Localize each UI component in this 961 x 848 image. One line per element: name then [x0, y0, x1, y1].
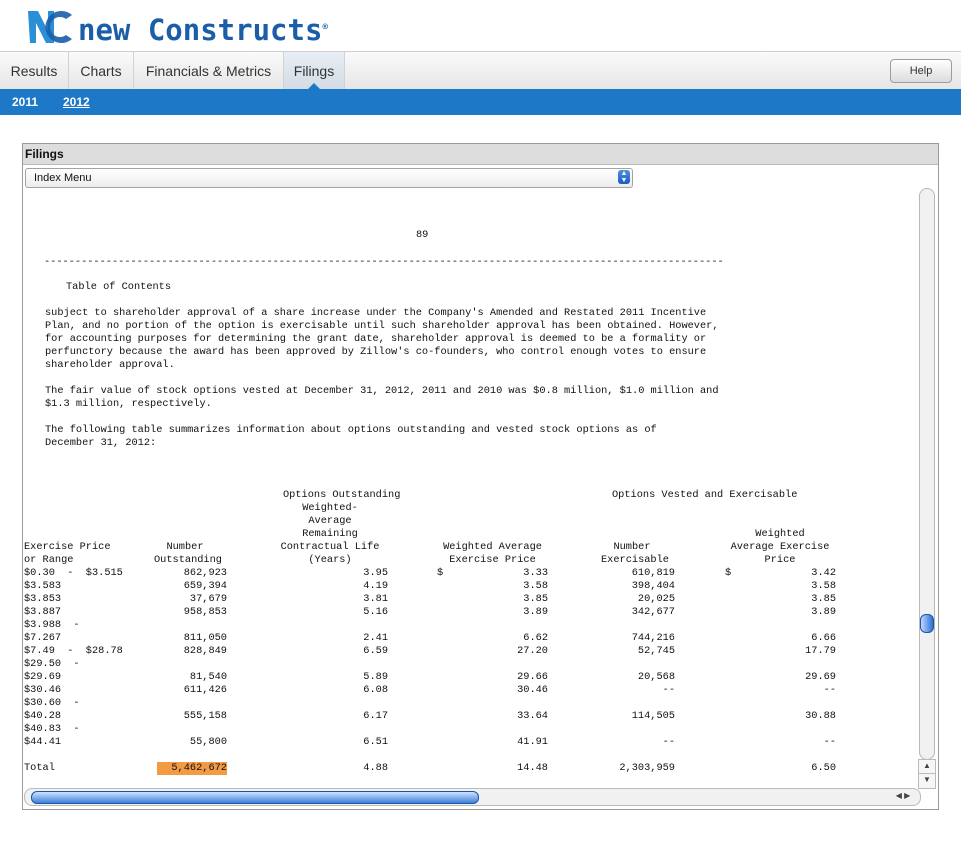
- help-button[interactable]: Help: [890, 59, 952, 83]
- index-menu-select[interactable]: [25, 168, 633, 188]
- cell-life: 4.19: [363, 580, 388, 592]
- paragraph-line: The fair value of stock options vested at December 31, 2012, 2011 and 2010 was $0.8 million, $1.0 million and: [45, 385, 719, 397]
- cell-wavg-ex-price: 17.79: [805, 645, 836, 657]
- cell-price: $40.83 -: [24, 723, 80, 735]
- cell-life: 2.41: [363, 632, 388, 644]
- cell-exercisable: 114,505: [631, 710, 675, 722]
- cell-outstanding: 555,158: [183, 710, 227, 722]
- currency-symbol: $: [725, 567, 732, 579]
- year-link-2011[interactable]: 2011: [12, 95, 39, 109]
- col-header: Weighted Average: [443, 541, 542, 553]
- cell-life: 3.81: [363, 593, 388, 605]
- main-nav: [0, 51, 961, 90]
- cell-wavg-price: 41.91: [517, 736, 548, 748]
- cell-price: $7.267: [24, 632, 62, 644]
- cell-wavg-ex-price: 6.66: [811, 632, 836, 644]
- cell-outstanding: 81,540: [189, 671, 227, 683]
- col-header: Exercisable: [601, 554, 669, 566]
- paragraph-line: subject to shareholder approval of a share increase under the Company's Amended and Restated 2011 Incentive: [45, 307, 707, 319]
- cell-outstanding: 958,853: [183, 606, 227, 618]
- cell-wavg-price: 30.46: [517, 684, 548, 696]
- cell-outstanding: 659,394: [183, 580, 227, 592]
- cell-price: $29.69: [24, 671, 62, 683]
- total-label: Total: [24, 762, 55, 774]
- cell-wavg-price: 3.33: [523, 567, 548, 579]
- total-outstanding-highlighted: 5,462,672: [157, 762, 227, 775]
- col-header: or Range: [24, 554, 74, 566]
- cell-outstanding: 55,800: [189, 736, 227, 748]
- cell-exercisable: --: [662, 684, 675, 696]
- cell-wavg-price: 6.62: [523, 632, 548, 644]
- cell-life: 6.59: [363, 645, 388, 657]
- cell-exercisable: 610,819: [631, 567, 675, 579]
- cell-outstanding: 828,849: [183, 645, 227, 657]
- logo-text: new Constructs®: [78, 13, 328, 47]
- col-header: Contractual Life: [280, 541, 380, 553]
- cell-wavg-ex-price: 3.42: [811, 567, 836, 579]
- cell-wavg-price: 33.64: [517, 710, 548, 722]
- cell-wavg-price: 3.85: [523, 593, 548, 605]
- tab-filings[interactable]: Filings: [284, 52, 345, 89]
- cell-price: $3.853: [24, 593, 62, 605]
- paragraph-line: for accounting purposes for determining the grant date, shareholder approval is deemed to be a formality or: [45, 333, 707, 345]
- logo[interactable]: [24, 4, 328, 50]
- cell-wavg-ex-price: 3.89: [811, 606, 836, 618]
- paragraph-line: Plan, and no portion of the option is exercisable until such shareholder approval has been obtained. However,: [45, 320, 719, 332]
- cell-price: $40.28: [24, 710, 62, 722]
- col-header: Remaining: [302, 528, 358, 540]
- page-number: 89: [416, 229, 429, 241]
- cell-price: $30.60 -: [24, 697, 80, 709]
- cell-exercisable: --: [662, 736, 675, 748]
- year-link-2012[interactable]: 2012: [63, 95, 90, 109]
- cell-wavg-price: 27.20: [517, 645, 548, 657]
- cell-exercisable: 398,404: [631, 580, 675, 592]
- year-bar: [0, 89, 961, 115]
- col-header: Number: [166, 541, 204, 553]
- scroll-left-right-arrows-icon[interactable]: ◀ ▶: [895, 791, 911, 800]
- paragraph-line: shareholder approval.: [45, 359, 175, 371]
- cell-life: 6.51: [363, 736, 388, 748]
- cell-price: $3.887: [24, 606, 62, 618]
- vertical-scrollbar[interactable]: [918, 188, 934, 788]
- cell-price: $3.988 -: [24, 619, 80, 631]
- col-header: Price: [764, 554, 796, 566]
- cell-life: 5.16: [363, 606, 388, 618]
- cell-price: $44.41: [24, 736, 62, 748]
- cell-exercisable: 52,745: [637, 645, 675, 657]
- scroll-up-arrow-icon[interactable]: ▲: [918, 759, 936, 775]
- cell-outstanding: 862,923: [183, 567, 227, 579]
- total-exercisable: 2,303,959: [619, 762, 675, 774]
- total-wavg-ex-price: 6.50: [811, 762, 836, 774]
- vertical-scroll-track[interactable]: [919, 188, 935, 760]
- col-header: Weighted-: [302, 502, 358, 514]
- cell-wavg-ex-price: 30.88: [805, 710, 836, 722]
- horizontal-scroll-thumb[interactable]: [31, 791, 479, 804]
- cell-price: $7.49 - $28.78: [24, 645, 123, 657]
- registered-mark: ®: [322, 22, 328, 33]
- cell-price: $29.50 -: [24, 658, 80, 670]
- tab-results[interactable]: Results: [0, 52, 69, 89]
- group-header-outstanding: Options Outstanding: [283, 489, 401, 501]
- group-header-vested: Options Vested and Exercisable: [612, 489, 798, 501]
- cell-wavg-ex-price: 29.69: [805, 671, 836, 683]
- cell-price: $3.583: [24, 580, 62, 592]
- paragraph-line: perfunctory because the award has been approved by Zillow's co-founders, who control enough votes to ensure: [45, 346, 707, 358]
- cell-life: 6.17: [363, 710, 388, 722]
- cell-wavg-ex-price: 3.58: [811, 580, 836, 592]
- col-header: Outstanding: [154, 554, 222, 566]
- cell-exercisable: 20,025: [637, 593, 675, 605]
- cell-exercisable: 744,216: [631, 632, 675, 644]
- total-wavg-price: 14.48: [517, 762, 548, 774]
- vertical-scroll-thumb[interactable]: [920, 614, 934, 633]
- cell-outstanding: 37,679: [189, 593, 227, 605]
- cell-wavg-price: 3.89: [523, 606, 548, 618]
- total-life: 4.88: [363, 762, 388, 774]
- panel-title: Filings: [23, 144, 938, 165]
- tab-financials-metrics[interactable]: Financials & Metrics: [134, 52, 284, 89]
- cell-life: 5.89: [363, 671, 388, 683]
- cell-outstanding: 611,426: [183, 684, 227, 696]
- col-header: (Years): [308, 554, 352, 566]
- cell-outstanding: 811,050: [183, 632, 227, 644]
- col-header: Exercise Price: [449, 554, 536, 566]
- cell-exercisable: 20,568: [637, 671, 675, 683]
- paragraph-line: December 31, 2012:: [45, 437, 157, 449]
- horizontal-scrollbar[interactable]: [24, 788, 921, 806]
- toc-link[interactable]: Table of Contents: [66, 281, 172, 293]
- paragraph-line: The following table summarizes information about options outstanding and vested stock options as of: [45, 424, 657, 436]
- select-arrows-icon: ▲ ▼: [618, 170, 630, 184]
- cell-life: 6.08: [363, 684, 388, 696]
- currency-symbol: $: [437, 567, 444, 579]
- logo-mark-icon: [24, 5, 76, 49]
- cell-wavg-price: 3.58: [523, 580, 548, 592]
- filings-panel: [22, 143, 939, 810]
- cell-price: $0.30 - $3.515: [24, 567, 123, 579]
- tab-charts[interactable]: Charts: [69, 52, 134, 89]
- cell-wavg-ex-price: --: [823, 684, 836, 696]
- col-header: Number: [613, 541, 651, 553]
- cell-wavg-price: 29.66: [517, 671, 548, 683]
- col-header: Weighted: [755, 528, 805, 540]
- select-value: Index Menu: [34, 172, 92, 184]
- col-header: Average Exercise: [730, 541, 830, 553]
- col-header: Exercise Price: [24, 541, 111, 553]
- paragraph-line: $1.3 million, respectively.: [45, 398, 212, 410]
- cell-exercisable: 342,677: [631, 606, 675, 618]
- cell-life: 3.95: [363, 567, 388, 579]
- col-header: Average: [308, 515, 352, 527]
- scroll-down-arrow-icon[interactable]: ▼: [918, 773, 936, 789]
- cell-wavg-ex-price: 3.85: [811, 593, 836, 605]
- cell-price: $30.46: [24, 684, 62, 696]
- separator-line: --------------------------------------------------------------------------------------------------------------: [44, 256, 724, 268]
- cell-wavg-ex-price: --: [823, 736, 836, 748]
